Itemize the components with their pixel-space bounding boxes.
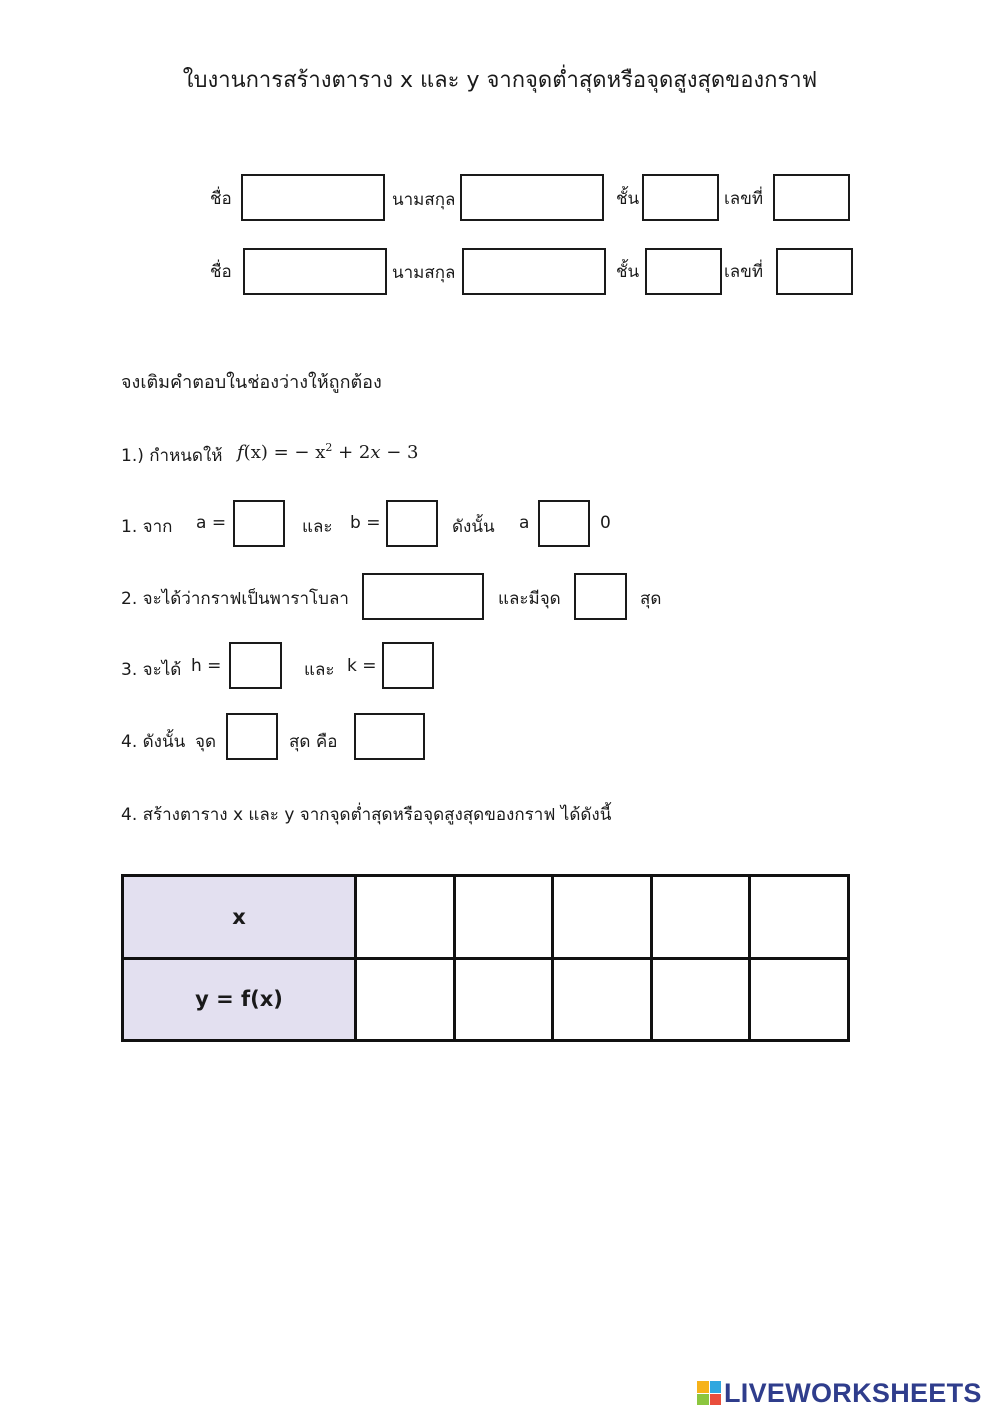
table-cell-y-1[interactable] [356, 958, 455, 1041]
class-label: ชั้น [616, 262, 640, 282]
q4-vertex-input[interactable] [354, 713, 425, 760]
table-cell-y-4[interactable] [651, 958, 750, 1041]
table-cell-y-3[interactable] [553, 958, 652, 1041]
table-row-x [123, 876, 849, 959]
function-lhs: (x) = − x [243, 442, 326, 463]
q1-and-label: และ [302, 517, 333, 537]
q1-a-input[interactable] [233, 500, 285, 547]
liveworksheets-logo [697, 1378, 982, 1408]
q1-therefore-label: ดังนั้น [452, 517, 495, 537]
q2-text: 2. จะได้ว่ากราฟเป็นพาราโบลา [121, 589, 349, 609]
table-cell-x-5[interactable] [750, 876, 849, 959]
table-cell-x-2[interactable] [454, 876, 553, 959]
q3-h-label: h = [191, 656, 222, 676]
table-cell-x-4[interactable] [651, 876, 750, 959]
q2-parabola-input[interactable] [362, 573, 484, 620]
q1-a-label: a = [196, 513, 227, 533]
number-label: เลขที่ [724, 262, 764, 282]
q1-comparison-input[interactable] [538, 500, 590, 547]
q3-prefix: 3. จะได้ [121, 660, 182, 680]
function-variable: x [370, 442, 381, 463]
q3-and-label: และ [304, 660, 335, 680]
q1-b-input[interactable] [386, 500, 438, 547]
q1-prefix: 1. จาก [121, 517, 173, 537]
table-cell-x-3[interactable] [553, 876, 652, 959]
surname-label: นามสกุล [392, 190, 456, 210]
q2-suffix-label: สุด [640, 589, 662, 609]
q1-zero-label: 0 [600, 513, 611, 533]
function-expression [237, 441, 418, 463]
instruction-text: จงเติมคำตอบในช่องว่างให้ถูกต้อง [121, 372, 382, 393]
name-input[interactable] [241, 174, 385, 221]
class-input[interactable] [645, 248, 722, 295]
q4-point-type-input[interactable] [226, 713, 278, 760]
q3-k-label: k = [347, 656, 377, 676]
table-cell-y-2[interactable] [454, 958, 553, 1041]
number-input[interactable] [776, 248, 853, 295]
q4-point-label: จุด [195, 732, 217, 752]
surname-label: นามสกุล [392, 263, 456, 283]
table-header-x: x [123, 876, 356, 959]
q1-a2-label: a [519, 513, 530, 533]
number-input[interactable] [773, 174, 850, 221]
q4-prefix: 4. ดังนั้น [121, 732, 186, 752]
worksheet-title: ใบงานการสร้างตาราง x และ y จากจุดต่ำสุดหรือจุดสูงสุดของกราฟ [182, 68, 818, 93]
number-label: เลขที่ [724, 189, 764, 209]
q2-point-type-input[interactable] [574, 573, 627, 620]
name-label: ชื่อ [210, 189, 232, 209]
exponent: 2 [325, 441, 333, 454]
table-cell-y-5[interactable] [750, 958, 849, 1041]
q2-has-point-label: และมีจุด [498, 589, 561, 609]
function-term: + 2 [332, 442, 371, 463]
problem-label: 1.) กำหนดให้ [121, 446, 223, 466]
function-symbol: f [237, 442, 244, 463]
name-input[interactable] [243, 248, 387, 295]
q1-b-label: b = [350, 513, 381, 533]
logo-grid-icon [697, 1381, 721, 1405]
table-header-y: y = f(x) [123, 958, 356, 1041]
q4-suffix-label: สุด คือ [289, 732, 338, 752]
surname-input[interactable] [462, 248, 606, 295]
function-constant: − 3 [380, 442, 419, 463]
table-cell-x-1[interactable] [356, 876, 455, 959]
surname-input[interactable] [460, 174, 604, 221]
class-label: ชั้น [616, 189, 640, 209]
q5-text: 4. สร้างตาราง x และ y จากจุดต่ำสุดหรือจุดสูงสุดของกราฟ ได้ดังนี้ [121, 805, 612, 825]
xy-table [121, 874, 850, 1042]
q3-h-input[interactable] [229, 642, 282, 689]
name-label: ชื่อ [210, 262, 232, 282]
class-input[interactable] [642, 174, 719, 221]
brand-name: LIVEWORKSHEETS [724, 1377, 982, 1408]
q3-k-input[interactable] [382, 642, 434, 689]
table-row-y [123, 958, 849, 1041]
